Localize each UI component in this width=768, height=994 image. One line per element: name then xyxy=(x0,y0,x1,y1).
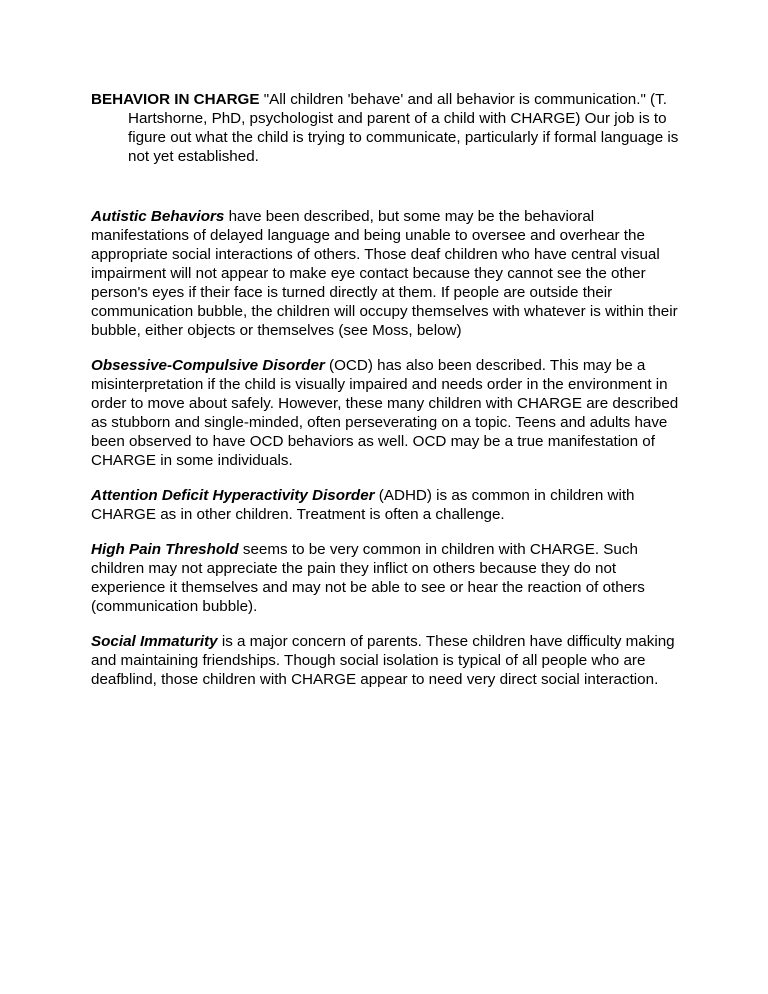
section-adhd xyxy=(91,486,683,524)
section-high-pain-threshold xyxy=(91,540,683,616)
section-term: Social Immaturity xyxy=(91,633,218,650)
intro-text: "All children 'behave' and all behavior is communication." (T. Hartshorne, PhD, psychologist and parent of a child with CHARGE) Our job is to figure out what the child is trying to communicate, particularly if formal language is not yet established. xyxy=(128,91,679,165)
section-autistic-behaviors xyxy=(91,207,683,340)
section-text: (OCD) has also been described. This may be a misinterpretation if the child is visually impaired and needs order in the environment in order to move about safely. However, these many children with CHARGE are described as stubborn and single-minded, often perseverating on a topic. Teens and adults have been observed to have OCD behaviors as well. OCD may be a true manifestation of CHARGE in some individuals. xyxy=(91,357,679,469)
section-term: High Pain Threshold xyxy=(91,541,239,558)
spacer xyxy=(91,470,683,486)
section-ocd xyxy=(91,356,683,470)
spacer xyxy=(91,616,683,632)
spacer xyxy=(91,524,683,540)
section-term: Autistic Behaviors xyxy=(91,208,225,225)
section-text: have been described, but some may be the behavioral manifestations of delayed language and being unable to oversee and overhear the appropriate social interactions of others. Those deaf children who have central visual impairment will not appear to make eye contact because they cannot see the other person's eyes if their face is turned directly at them. If people are outside their communication bubble, the children will occupy themselves with whatever is within their bubble, either objects or themselves (see Moss, below) xyxy=(91,208,678,339)
section-term: Obsessive-Compulsive Disorder xyxy=(91,357,325,374)
intro-paragraph xyxy=(91,90,683,166)
section-text: is a major concern of parents. These children have difficulty making and maintaining friendships. Though social isolation is typical of all people who are deafblind, those children with CHARGE appear to need very direct social interaction. xyxy=(91,633,675,688)
spacer xyxy=(91,340,683,356)
intro-heading: BEHAVIOR IN CHARGE xyxy=(91,91,260,108)
section-text: (ADHD) is as common in children with CHARGE as in other children. Treatment is often a challenge. xyxy=(91,487,635,523)
section-text: seems to be very common in children with CHARGE. Such children may not appreciate the pain they inflict on others because they do not experience it themselves and may not be able to see or hear the reaction of others (communication bubble). xyxy=(91,541,645,615)
section-social-immaturity xyxy=(91,632,683,689)
spacer xyxy=(91,166,683,207)
section-term: Attention Deficit Hyperactivity Disorder xyxy=(91,487,375,504)
document-page xyxy=(91,90,683,689)
